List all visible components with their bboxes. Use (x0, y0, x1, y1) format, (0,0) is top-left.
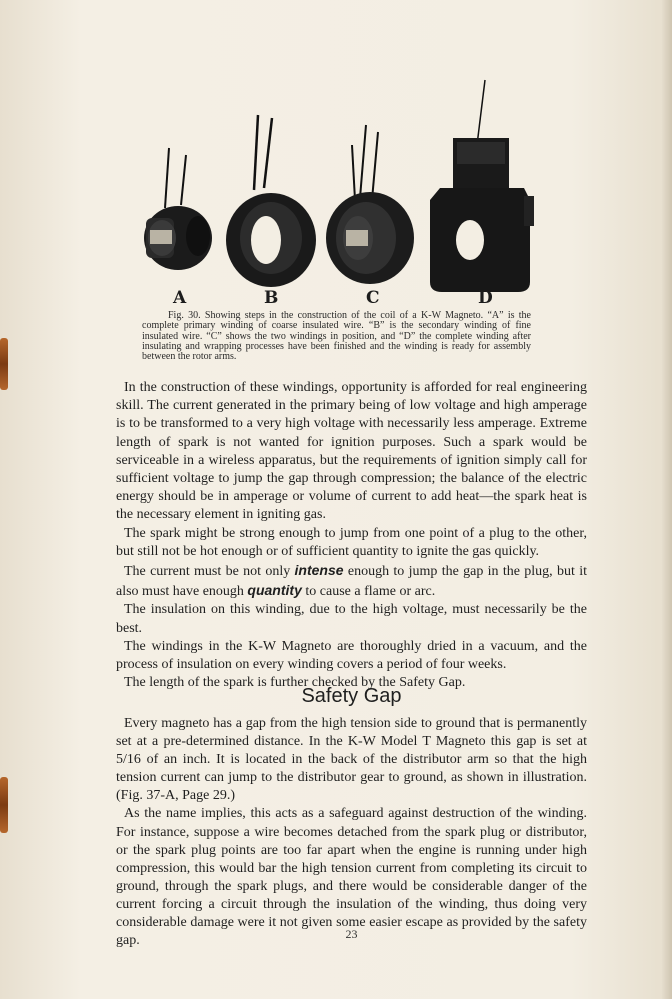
body-text-bottom (116, 715, 587, 950)
rust-stain-top (0, 338, 8, 390)
figure-label-b: B (264, 288, 279, 308)
coil-b-image (226, 115, 316, 287)
figure-label-a: A (173, 288, 187, 308)
coil-figure-illustration (140, 60, 540, 300)
emphasis-quantity: quantity (247, 582, 302, 599)
text-run: to cause a flame or arc. (301, 584, 436, 600)
emphasis-intense: intense (294, 562, 344, 579)
figure-caption (142, 311, 531, 362)
text-run: The current must be not only (124, 564, 295, 580)
coil-c-image (326, 125, 414, 284)
figure-label-d: D (478, 288, 493, 308)
paragraph: Every magneto has a gap from the high tension side to ground that is permanently set at a pre-determined distance. In the K-W Model T Magneto this gap is set at 5/16 of an inch. It is located in the back of the distributor arm so that the high tension current can jump to the distributor gear to ground, as shown in illustration. (Fig. 37-A, Page 29.) (116, 716, 587, 804)
figure-label-c: C (366, 288, 380, 308)
body-text-top (116, 379, 587, 692)
paragraph: The spark might be strong enough to jump from one point of a plug to the other, but still not be hot enough or of sufficient quantity to ignite the gas quickly. (116, 525, 587, 559)
paragraph: The windings in the K-W Magneto are thoroughly dried in a vacuum, and the process of insulation on every winding covers a period of four weeks. (116, 638, 587, 673)
section-heading: Safety Gap (301, 685, 402, 707)
paragraph-emphasis (116, 561, 587, 601)
page-number: 23 (345, 927, 358, 941)
paragraph: The insulation on this winding, due to the high voltage, must necessarily be the best. (116, 602, 587, 636)
figure-caption-text: Fig. 30. Showing steps in the construction of the coil of a K-W Magneto. “A” is the complete primary winding of coarse insulated wire. “B” is the secondary winding of fine insulated wire. “C” shows the two windings in position, and “D” the complete winding after insulating and wrapping processes have been finished and the winding is ready for assembly between the rotor arms. (142, 310, 531, 363)
paragraph: As the name implies, this acts as a safeguard against destruction of the winding. For instance, suppose a wire becomes detached from the spark plug or distributor, or the spark plug points are too far apart when the engine is running under high compression, this would bar the high tension current from completing its circuit to ground, through the spark plugs, and there would be considerable danger of the current forcing a circuit through the insulation of the winding, thus doing very considerable damage were it not given some easier escape as provided by the safety gap. (116, 806, 587, 949)
coil-d-image (430, 80, 534, 292)
rust-stain-bottom (0, 777, 8, 833)
page-edge (662, 0, 672, 999)
coil-a-image (144, 148, 212, 270)
paragraph: In the construction of these windings, opportunity is afforded for real engineering skill. The current generated in the primary being of low voltage and high amperage is to be transformed to a very high voltage with necessarily less amperage. Extreme length of spark is not wanted for ignition purposes. Such a spark would be serviceable in a wireless apparatus, but the requirements of ignition simply call for sufficient voltage to jump the gap through compression; the balance of the electric energy should be in amperage or volume of current to add heat—the spark heat is the necessary element in igniting gas. (116, 380, 587, 523)
paragraph: The length of the spark is further checked by the Safety Gap. (124, 675, 466, 691)
text-run: enough to jump the gap in the plug, but it also must have enough (116, 564, 587, 600)
